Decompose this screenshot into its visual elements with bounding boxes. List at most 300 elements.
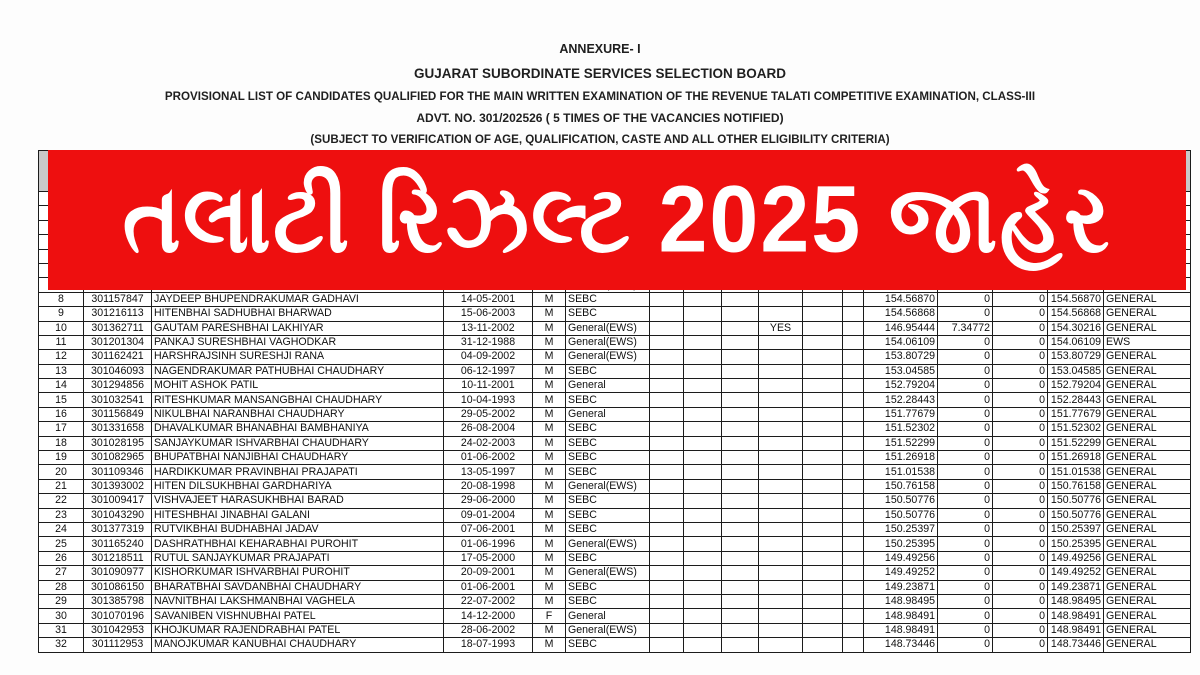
blank-cell	[843, 638, 864, 652]
dob-cell: 24-02-2003	[444, 436, 533, 450]
total-marks-cell: 148.73446	[1048, 638, 1104, 652]
written-marks-cell: 148.98495	[864, 594, 938, 608]
blank-cell	[684, 479, 722, 493]
candidate-name-cell: VISHVAJEET HARASUKHBHAI BARAD	[152, 494, 444, 508]
extra-marks-cell: 0	[993, 580, 1048, 594]
bonus-marks-cell: 0	[938, 479, 993, 493]
blank-cell	[650, 436, 684, 450]
gender-cell: M	[533, 292, 566, 306]
qualified-category-cell: GENERAL	[1104, 436, 1191, 450]
blank-cell	[684, 350, 722, 364]
qualified-category-cell: GENERAL	[1104, 508, 1191, 522]
extra-marks-cell: 0	[993, 508, 1048, 522]
sr-no-cell: 18	[39, 436, 84, 450]
candidate-name-cell: SANJAYKUMAR ISHVARBHAI CHAUDHARY	[152, 436, 444, 450]
candidate-name-cell: HITESHBHAI JINABHAI GALANI	[152, 508, 444, 522]
roll-no-cell: 301201304	[84, 335, 152, 349]
roll-no-cell: 301090977	[84, 566, 152, 580]
sr-no-cell: 25	[39, 537, 84, 551]
table-row	[39, 638, 1191, 652]
candidate-name-cell: NAVNITBHAI LAKSHMANBHAI VAGHELA	[152, 594, 444, 608]
blank-cell	[650, 609, 684, 623]
written-marks-cell: 151.01538	[864, 465, 938, 479]
written-marks-cell: 146.95444	[864, 321, 938, 335]
candidate-name-cell: DHAVALKUMAR BHANABHAI BAMBHANIYA	[152, 422, 444, 436]
blank-cell	[684, 292, 722, 306]
table-row	[39, 393, 1191, 407]
blank-cell	[722, 465, 759, 479]
blank-cell	[843, 537, 864, 551]
written-marks-cell: 153.04585	[864, 364, 938, 378]
blank-cell	[843, 393, 864, 407]
written-marks-cell: 149.49252	[864, 566, 938, 580]
roll-no-cell: 301082965	[84, 451, 152, 465]
blank-cell	[650, 594, 684, 608]
blank-cell	[803, 350, 843, 364]
category-cell: SEBC	[566, 465, 650, 479]
roll-no-cell: 301294856	[84, 379, 152, 393]
blank-cell	[843, 451, 864, 465]
gender-cell: M	[533, 407, 566, 421]
annexure-title: ANNEXURE- I	[559, 42, 641, 56]
total-marks-cell: 151.52299	[1048, 436, 1104, 450]
extra-marks-cell: 0	[993, 335, 1048, 349]
total-marks-cell: 154.06109	[1048, 335, 1104, 349]
total-marks-cell: 148.98495	[1048, 594, 1104, 608]
written-marks-cell: 154.06109	[864, 335, 938, 349]
table-row	[39, 479, 1191, 493]
table-row	[39, 407, 1191, 421]
table-row	[39, 364, 1191, 378]
roll-no-cell: 301165240	[84, 537, 152, 551]
category-cell: General	[566, 379, 650, 393]
dob-cell: 01-06-1996	[444, 537, 533, 551]
total-marks-cell: 151.26918	[1048, 451, 1104, 465]
sr-no-cell: 10	[39, 321, 84, 335]
category-cell: General(EWS)	[566, 479, 650, 493]
blank-cell	[684, 494, 722, 508]
roll-no-cell: 301377319	[84, 522, 152, 536]
candidate-name-cell: BHARATBHAI SAVDANBHAI CHAUDHARY	[152, 580, 444, 594]
category-cell: General(EWS)	[566, 566, 650, 580]
board-name: GUJARAT SUBORDINATE SERVICES SELECTION BOARD	[413, 66, 787, 81]
roll-no-cell: 301393002	[84, 479, 152, 493]
blank-cell	[684, 551, 722, 565]
blank-cell	[722, 335, 759, 349]
blank-cell	[684, 537, 722, 551]
qualified-category-cell: GENERAL	[1104, 479, 1191, 493]
blank-cell	[684, 451, 722, 465]
dob-cell: 07-06-2001	[444, 522, 533, 536]
sr-no-cell: 30	[39, 609, 84, 623]
blank-cell	[803, 407, 843, 421]
category-cell: SEBC	[566, 580, 650, 594]
bonus-marks-cell: 0	[938, 350, 993, 364]
bonus-marks-cell: 0	[938, 307, 993, 321]
category-cell: SEBC	[566, 364, 650, 378]
roll-no-cell: 301218511	[84, 551, 152, 565]
blank-cell	[650, 638, 684, 652]
total-marks-cell: 149.49256	[1048, 551, 1104, 565]
exam-flag-cell	[759, 594, 803, 608]
dob-cell: 20-09-2001	[444, 566, 533, 580]
blank-cell	[843, 522, 864, 536]
roll-no-cell: 301070196	[84, 609, 152, 623]
exam-flag-cell	[759, 566, 803, 580]
roll-no-cell: 301109346	[84, 465, 152, 479]
result-banner	[48, 150, 1186, 290]
blank-cell	[843, 551, 864, 565]
blank-cell	[722, 292, 759, 306]
blank-cell	[803, 522, 843, 536]
sr-no-cell: 22	[39, 494, 84, 508]
total-marks-cell: 152.79204	[1048, 379, 1104, 393]
blank-cell	[722, 551, 759, 565]
extra-marks-cell: 0	[993, 566, 1048, 580]
blank-cell	[650, 508, 684, 522]
extra-marks-cell: 0	[993, 479, 1048, 493]
bonus-marks-cell: 0	[938, 551, 993, 565]
bonus-marks-cell: 0	[938, 494, 993, 508]
extra-marks-cell: 0	[993, 321, 1048, 335]
exam-flag-cell	[759, 508, 803, 522]
category-cell: General(EWS)	[566, 335, 650, 349]
candidate-name-cell: SAVANIBEN VISHNUBHAI PATEL	[152, 609, 444, 623]
qualified-category-cell: GENERAL	[1104, 494, 1191, 508]
total-marks-cell: 154.56868	[1048, 307, 1104, 321]
roll-no-cell: 301157847	[84, 292, 152, 306]
sr-no-cell: 24	[39, 522, 84, 536]
qualified-category-cell: GENERAL	[1104, 350, 1191, 364]
gender-cell: M	[533, 551, 566, 565]
exam-flag-cell	[759, 364, 803, 378]
qualified-category-cell: GENERAL	[1104, 465, 1191, 479]
blank-cell	[722, 307, 759, 321]
dob-cell: 28-06-2002	[444, 623, 533, 637]
extra-marks-cell: 0	[993, 494, 1048, 508]
bonus-marks-cell: 0	[938, 451, 993, 465]
bonus-marks-cell: 0	[938, 522, 993, 536]
qualified-category-cell: GENERAL	[1104, 551, 1191, 565]
table-row	[39, 594, 1191, 608]
blank-cell	[684, 307, 722, 321]
blank-cell	[722, 321, 759, 335]
total-marks-cell: 150.25395	[1048, 537, 1104, 551]
roll-no-cell: 301028195	[84, 436, 152, 450]
exam-flag-cell	[759, 292, 803, 306]
category-cell: SEBC	[566, 422, 650, 436]
total-marks-cell: 148.98491	[1048, 609, 1104, 623]
blank-cell	[722, 522, 759, 536]
blank-cell	[843, 379, 864, 393]
blank-cell	[684, 566, 722, 580]
exam-flag-cell	[759, 522, 803, 536]
blank-cell	[650, 407, 684, 421]
blank-cell	[684, 335, 722, 349]
candidate-name-cell: NIKULBHAI NARANBHAI CHAUDHARY	[152, 407, 444, 421]
sr-no-cell: 14	[39, 379, 84, 393]
table-row	[39, 422, 1191, 436]
candidate-name-cell: HARSHRAJSINH SURESHJI RANA	[152, 350, 444, 364]
total-marks-cell: 150.25397	[1048, 522, 1104, 536]
roll-no-cell: 301362711	[84, 321, 152, 335]
blank-cell	[684, 609, 722, 623]
blank-cell	[722, 451, 759, 465]
gender-cell: M	[533, 321, 566, 335]
candidate-name-cell: BHUPATBHAI NANJIBHAI CHAUDHARY	[152, 451, 444, 465]
dob-cell: 13-11-2002	[444, 321, 533, 335]
blank-cell	[684, 522, 722, 536]
verification-note: (SUBJECT TO VERIFICATION OF AGE, QUALIFICATION, CASTE AND ALL OTHER ELIGIBILITY CRITERIA)	[310, 133, 890, 146]
blank-cell	[684, 623, 722, 637]
roll-no-cell: 301156849	[84, 407, 152, 421]
sr-no-cell: 23	[39, 508, 84, 522]
extra-marks-cell: 0	[993, 623, 1048, 637]
blank-cell	[803, 609, 843, 623]
written-marks-cell: 149.49256	[864, 551, 938, 565]
table-row	[39, 350, 1191, 364]
blank-cell	[843, 364, 864, 378]
banner-text: તલાટી રિઝલ્ટ 2025 જાહેર	[122, 164, 1112, 272]
dob-cell: 01-06-2001	[444, 580, 533, 594]
table-row	[39, 436, 1191, 450]
qualified-category-cell: GENERAL	[1104, 566, 1191, 580]
category-cell: General(EWS)	[566, 321, 650, 335]
written-marks-cell: 154.56870	[864, 292, 938, 306]
sr-no-cell: 31	[39, 623, 84, 637]
blank-cell	[843, 335, 864, 349]
qualified-category-cell: GENERAL	[1104, 451, 1191, 465]
roll-no-cell: 301043290	[84, 508, 152, 522]
blank-cell	[803, 379, 843, 393]
extra-marks-cell: 0	[993, 609, 1048, 623]
candidate-name-cell: MANOJKUMAR KANUBHAI CHAUDHARY	[152, 638, 444, 652]
blank-cell	[650, 465, 684, 479]
table-row	[39, 379, 1191, 393]
blank-cell	[684, 422, 722, 436]
sr-no-cell: 9	[39, 307, 84, 321]
bonus-marks-cell: 0	[938, 422, 993, 436]
sr-no-cell: 20	[39, 465, 84, 479]
blank-cell	[684, 321, 722, 335]
exam-flag-cell	[759, 307, 803, 321]
bonus-marks-cell: 0	[938, 508, 993, 522]
exam-flag-cell	[759, 623, 803, 637]
category-cell: General(EWS)	[566, 537, 650, 551]
qualified-category-cell: GENERAL	[1104, 623, 1191, 637]
table-row	[39, 537, 1191, 551]
gender-cell: F	[533, 609, 566, 623]
written-marks-cell: 152.28443	[864, 393, 938, 407]
candidate-name-cell: GAUTAM PARESHBHAI LAKHIYAR	[152, 321, 444, 335]
gender-cell: M	[533, 465, 566, 479]
table-row	[39, 566, 1191, 580]
bonus-marks-cell: 0	[938, 623, 993, 637]
blank-cell	[650, 494, 684, 508]
category-cell: SEBC	[566, 451, 650, 465]
candidate-name-cell: NAGENDRAKUMAR PATHUBHAI CHAUDHARY	[152, 364, 444, 378]
sr-no-cell: 19	[39, 451, 84, 465]
written-marks-cell: 151.26918	[864, 451, 938, 465]
blank-cell	[803, 422, 843, 436]
candidate-name-cell: PANKAJ SURESHBHAI VAGHODKAR	[152, 335, 444, 349]
bonus-marks-cell: 0	[938, 594, 993, 608]
extra-marks-cell: 0	[993, 551, 1048, 565]
table-row	[39, 321, 1191, 335]
bonus-marks-cell: 0	[938, 335, 993, 349]
list-title: PROVISIONAL LIST OF CANDIDATES QUALIFIED FOR THE MAIN WRITTEN EXAMINATION OF THE REVENUE TALATI COMPETITIVE EXAMINATION, CLASS-III	[164, 90, 1036, 103]
category-cell: SEBC	[566, 436, 650, 450]
table-row	[39, 623, 1191, 637]
table-row	[39, 522, 1191, 536]
category-cell: SEBC	[566, 551, 650, 565]
blank-cell	[803, 292, 843, 306]
gender-cell: M	[533, 436, 566, 450]
blank-cell	[650, 335, 684, 349]
blank-cell	[803, 494, 843, 508]
roll-no-cell: 301086150	[84, 580, 152, 594]
blank-cell	[843, 465, 864, 479]
blank-cell	[650, 321, 684, 335]
blank-cell	[722, 566, 759, 580]
total-marks-cell: 149.49252	[1048, 566, 1104, 580]
blank-cell	[650, 580, 684, 594]
roll-no-cell: 301112953	[84, 638, 152, 652]
qualified-category-cell: GENERAL	[1104, 638, 1191, 652]
dob-cell: 20-08-1998	[444, 479, 533, 493]
exam-flag-cell	[759, 407, 803, 421]
blank-cell	[722, 393, 759, 407]
dob-cell: 13-05-1997	[444, 465, 533, 479]
blank-cell	[803, 623, 843, 637]
table-row	[39, 451, 1191, 465]
dob-cell: 29-06-2000	[444, 494, 533, 508]
total-marks-cell: 154.56870	[1048, 292, 1104, 306]
qualified-category-cell: GENERAL	[1104, 407, 1191, 421]
roll-no-cell: 301042953	[84, 623, 152, 637]
blank-cell	[684, 393, 722, 407]
blank-cell	[650, 350, 684, 364]
bonus-marks-cell: 0	[938, 580, 993, 594]
exam-flag-cell	[759, 436, 803, 450]
extra-marks-cell: 0	[993, 407, 1048, 421]
bonus-marks-cell: 0	[938, 609, 993, 623]
blank-cell	[803, 580, 843, 594]
written-marks-cell: 148.98491	[864, 623, 938, 637]
blank-cell	[650, 551, 684, 565]
blank-cell	[722, 436, 759, 450]
extra-marks-cell: 0	[993, 451, 1048, 465]
total-marks-cell: 154.30216	[1048, 321, 1104, 335]
gender-cell: M	[533, 307, 566, 321]
blank-cell	[803, 436, 843, 450]
total-marks-cell: 148.98491	[1048, 623, 1104, 637]
blank-cell	[722, 623, 759, 637]
bonus-marks-cell: 0	[938, 465, 993, 479]
blank-cell	[650, 307, 684, 321]
blank-cell	[722, 580, 759, 594]
total-marks-cell: 153.04585	[1048, 364, 1104, 378]
category-cell: General	[566, 609, 650, 623]
dob-cell: 01-06-2002	[444, 451, 533, 465]
blank-cell	[650, 364, 684, 378]
qualified-category-cell: GENERAL	[1104, 580, 1191, 594]
sr-no-cell: 13	[39, 364, 84, 378]
gender-cell: M	[533, 379, 566, 393]
blank-cell	[722, 508, 759, 522]
extra-marks-cell: 0	[993, 379, 1048, 393]
total-marks-cell: 153.80729	[1048, 350, 1104, 364]
roll-no-cell: 301331658	[84, 422, 152, 436]
dob-cell: 31-12-1988	[444, 335, 533, 349]
table-row	[39, 465, 1191, 479]
blank-cell	[684, 436, 722, 450]
blank-cell	[650, 379, 684, 393]
blank-cell	[843, 494, 864, 508]
exam-flag-cell	[759, 494, 803, 508]
bonus-marks-cell: 0	[938, 407, 993, 421]
dob-cell: 17-05-2000	[444, 551, 533, 565]
blank-cell	[722, 479, 759, 493]
written-marks-cell: 151.52299	[864, 436, 938, 450]
dob-cell: 15-06-2003	[444, 307, 533, 321]
written-marks-cell: 149.23871	[864, 580, 938, 594]
candidate-name-cell: KHOJKUMAR RAJENDRABHAI PATEL	[152, 623, 444, 637]
gender-cell: M	[533, 638, 566, 652]
blank-cell	[722, 594, 759, 608]
category-cell: SEBC	[566, 508, 650, 522]
category-cell: SEBC	[566, 594, 650, 608]
dob-cell: 26-08-2004	[444, 422, 533, 436]
candidate-name-cell: HITEN DILSUKHBHAI GARDHARIYA	[152, 479, 444, 493]
written-marks-cell: 148.98491	[864, 609, 938, 623]
blank-cell	[803, 508, 843, 522]
gender-cell: M	[533, 580, 566, 594]
sr-no-cell: 26	[39, 551, 84, 565]
extra-marks-cell: 0	[993, 638, 1048, 652]
qualified-category-cell: GENERAL	[1104, 379, 1191, 393]
written-marks-cell: 150.25397	[864, 522, 938, 536]
dob-cell: 09-01-2004	[444, 508, 533, 522]
total-marks-cell: 149.23871	[1048, 580, 1104, 594]
blank-cell	[650, 393, 684, 407]
exam-flag-cell	[759, 451, 803, 465]
blank-cell	[803, 307, 843, 321]
category-cell: General(EWS)	[566, 623, 650, 637]
category-cell: SEBC	[566, 307, 650, 321]
blank-cell	[722, 638, 759, 652]
category-cell: SEBC	[566, 494, 650, 508]
bonus-marks-cell: 0	[938, 364, 993, 378]
dob-cell: 14-12-2000	[444, 609, 533, 623]
dob-cell: 06-12-1997	[444, 364, 533, 378]
blank-cell	[803, 566, 843, 580]
table-row	[39, 580, 1191, 594]
blank-cell	[803, 393, 843, 407]
exam-flag-cell	[759, 393, 803, 407]
extra-marks-cell: 0	[993, 465, 1048, 479]
exam-flag-cell	[759, 638, 803, 652]
blank-cell	[803, 321, 843, 335]
category-cell: SEBC	[566, 292, 650, 306]
blank-cell	[843, 292, 864, 306]
blank-cell	[803, 638, 843, 652]
blank-cell	[684, 465, 722, 479]
roll-no-cell: 301385798	[84, 594, 152, 608]
candidate-name-cell: MOHIT ASHOK PATIL	[152, 379, 444, 393]
blank-cell	[843, 479, 864, 493]
blank-cell	[803, 479, 843, 493]
